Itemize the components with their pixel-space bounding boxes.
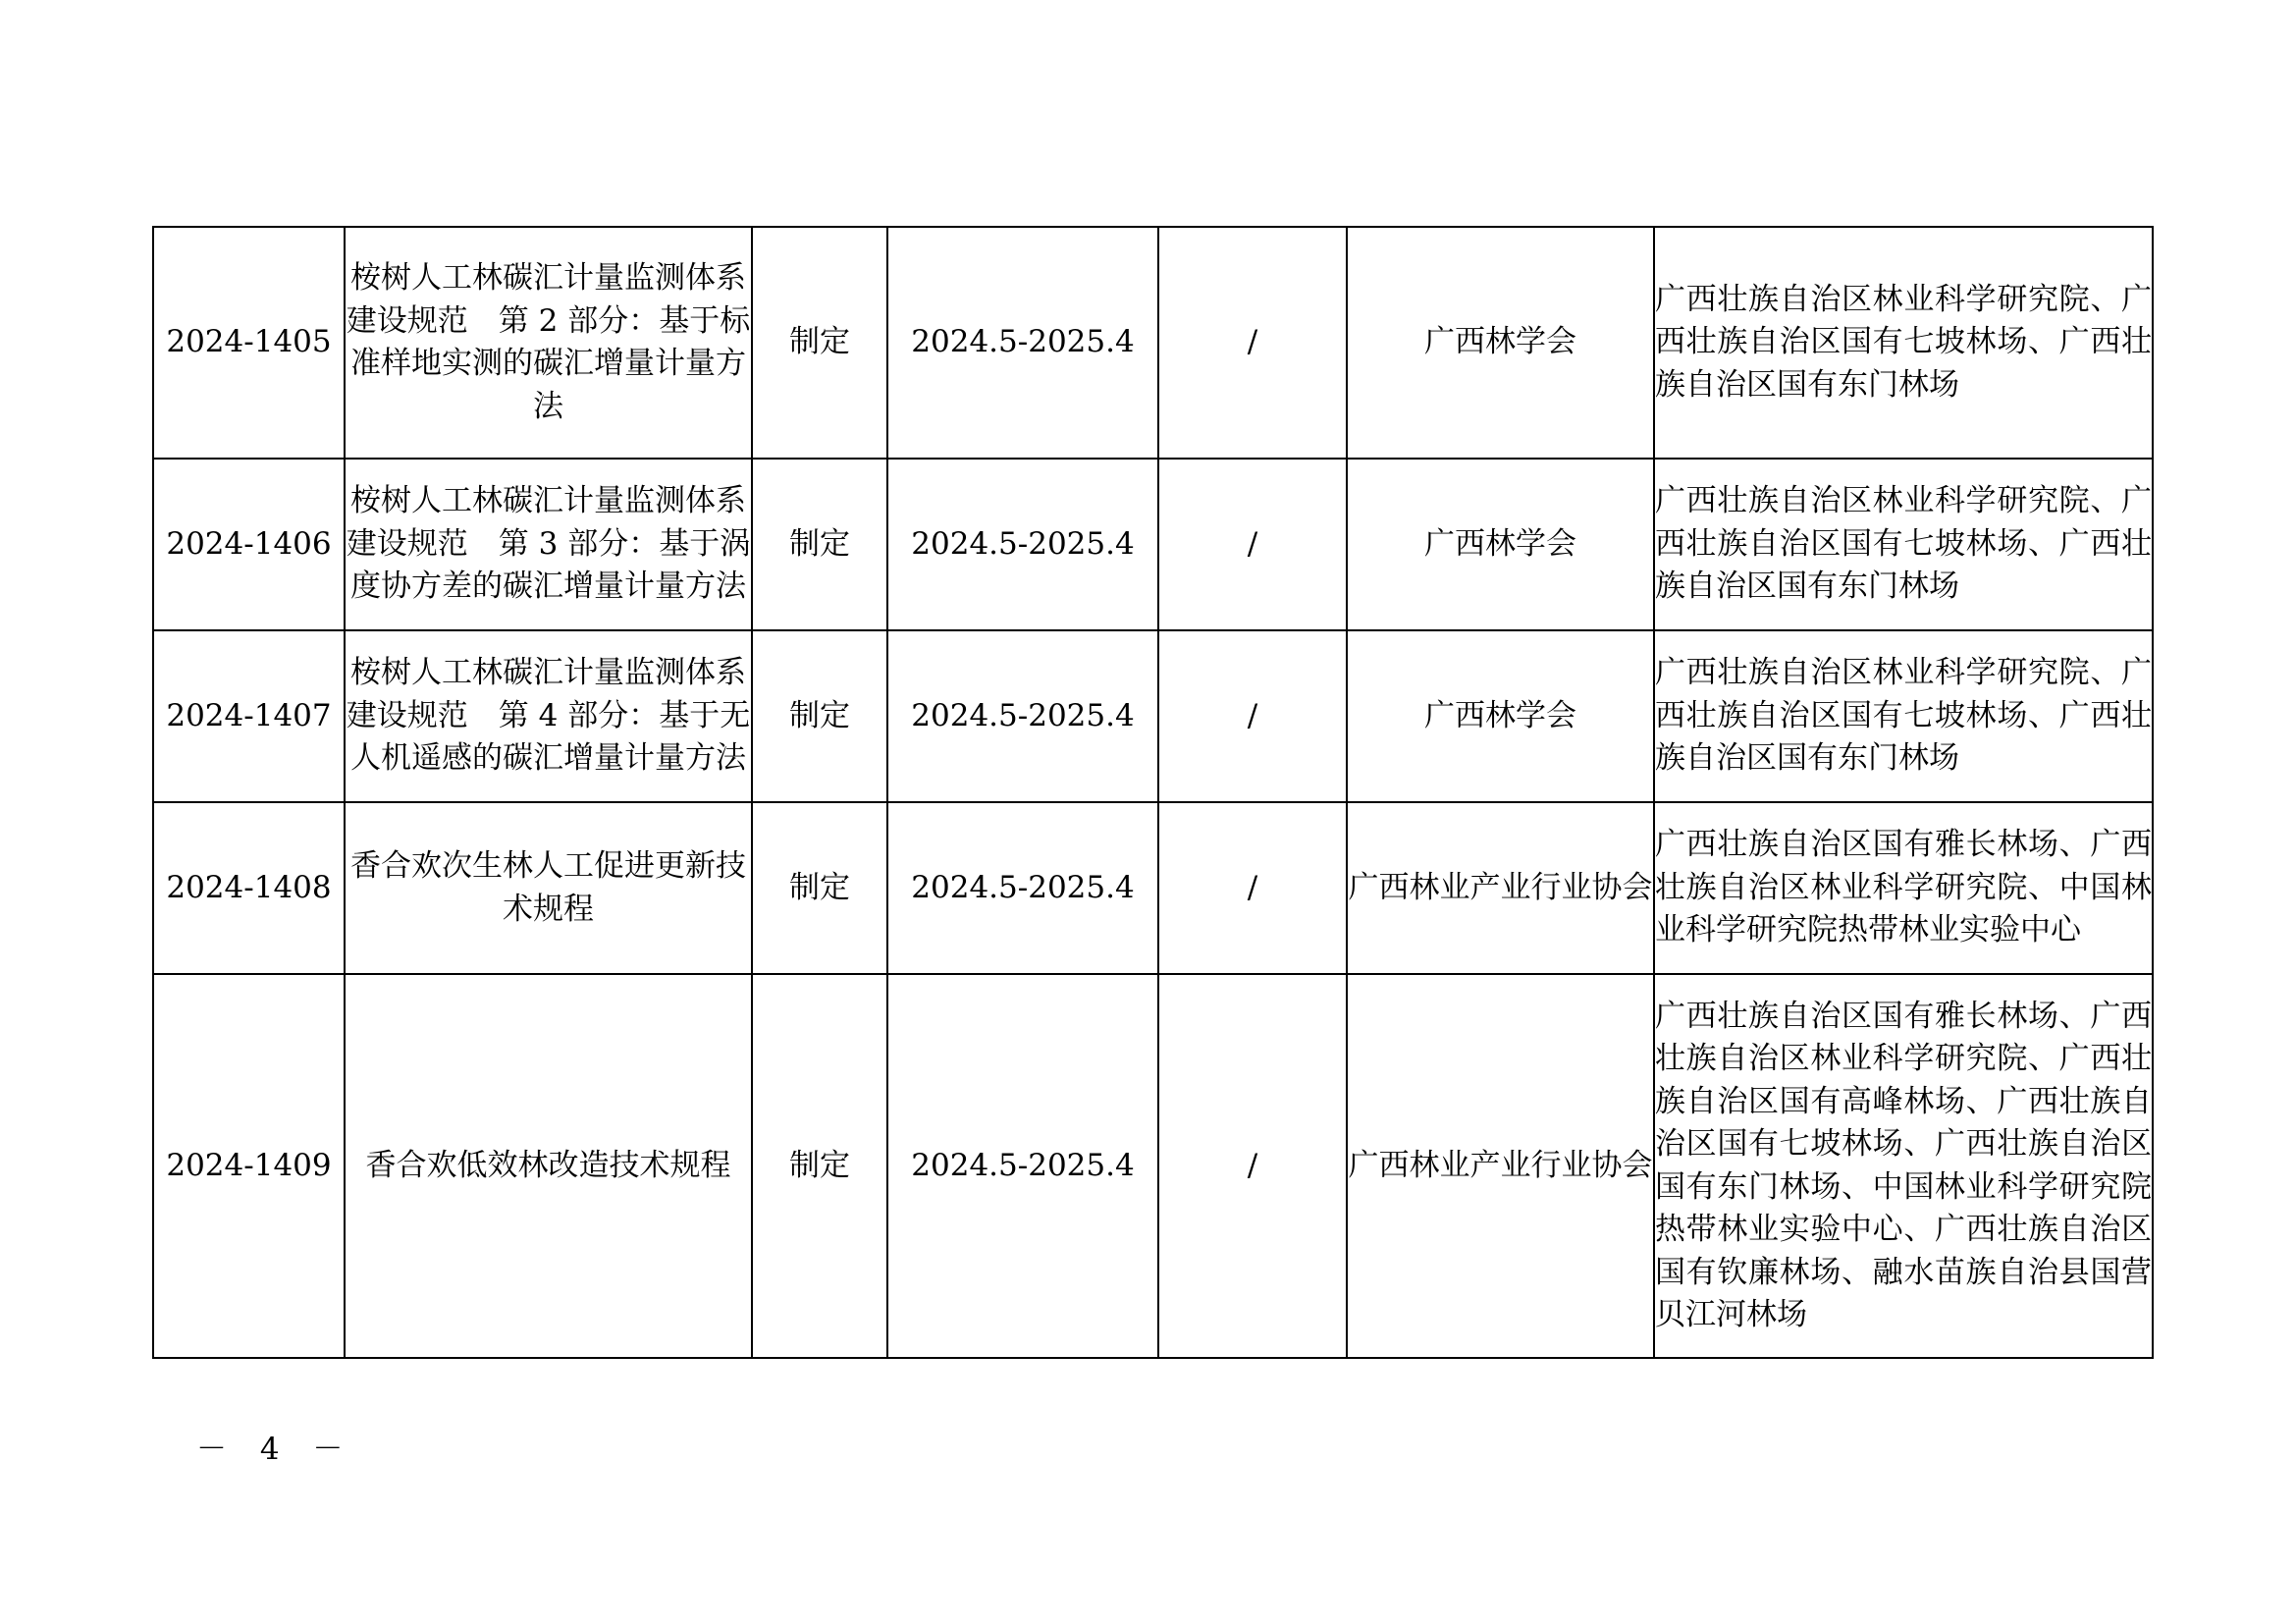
table-row bbox=[153, 630, 2153, 802]
standards-plan-table bbox=[152, 226, 2154, 1359]
page-number: － 4 － bbox=[196, 1432, 355, 1467]
standard-name: 桉树人工林碳汇计量监测体系建设规范 第 4 部分：基于无人机遥感的碳汇增量计量方法 bbox=[345, 630, 752, 802]
revision-type: 制定 bbox=[752, 974, 887, 1358]
plan-number: 2024-1409 bbox=[153, 974, 345, 1358]
completion-period: 2024.5-2025.4 bbox=[887, 459, 1158, 630]
standard-name: 桉树人工林碳汇计量监测体系建设规范 第 2 部分：基于标准样地实测的碳汇增量计量方法 bbox=[345, 227, 752, 459]
revision-type: 制定 bbox=[752, 459, 887, 630]
drafting-units: 广西壮族自治区林业科学研究院、广西壮族自治区国有七坡林场、广西壮族自治区国有东门林场 bbox=[1654, 227, 2153, 459]
table-row bbox=[153, 802, 2153, 974]
revision-type: 制定 bbox=[752, 227, 887, 459]
proposing-organization: 广西林学会 bbox=[1347, 459, 1654, 630]
drafting-units: 广西壮族自治区国有雅长林场、广西壮族自治区林业科学研究院、广西壮族自治区国有高峰林场、广西壮族自治区国有七坡林场、广西壮族自治区国有东门林场、中国林业科学研究院热带林业实验中心、广西壮族自治区国有钦廉林场、融水苗族自治县国营贝江河林场 bbox=[1654, 974, 2153, 1358]
plan-number: 2024-1406 bbox=[153, 459, 345, 630]
table-row bbox=[153, 459, 2153, 630]
table-row bbox=[153, 974, 2153, 1358]
completion-period: 2024.5-2025.4 bbox=[887, 974, 1158, 1358]
proposing-organization: 广西林业产业行业协会 bbox=[1347, 974, 1654, 1358]
revision-type: 制定 bbox=[752, 630, 887, 802]
plan-number: 2024-1407 bbox=[153, 630, 345, 802]
completion-period: 2024.5-2025.4 bbox=[887, 802, 1158, 974]
proposing-organization: 广西林学会 bbox=[1347, 630, 1654, 802]
proposing-organization: 广西林学会 bbox=[1347, 227, 1654, 459]
plan-number: 2024-1408 bbox=[153, 802, 345, 974]
replaced-standard: / bbox=[1158, 974, 1347, 1358]
drafting-units: 广西壮族自治区林业科学研究院、广西壮族自治区国有七坡林场、广西壮族自治区国有东门林场 bbox=[1654, 459, 2153, 630]
completion-period: 2024.5-2025.4 bbox=[887, 227, 1158, 459]
revision-type: 制定 bbox=[752, 802, 887, 974]
standard-name: 香合欢低效林改造技术规程 bbox=[345, 974, 752, 1358]
plan-number: 2024-1405 bbox=[153, 227, 345, 459]
replaced-standard: / bbox=[1158, 630, 1347, 802]
drafting-units: 广西壮族自治区国有雅长林场、广西壮族自治区林业科学研究院、中国林业科学研究院热带林业实验中心 bbox=[1654, 802, 2153, 974]
table-row bbox=[153, 227, 2153, 459]
replaced-standard: / bbox=[1158, 802, 1347, 974]
replaced-standard: / bbox=[1158, 227, 1347, 459]
completion-period: 2024.5-2025.4 bbox=[887, 630, 1158, 802]
standard-name: 香合欢次生林人工促进更新技术规程 bbox=[345, 802, 752, 974]
proposing-organization: 广西林业产业行业协会 bbox=[1347, 802, 1654, 974]
replaced-standard: / bbox=[1158, 459, 1347, 630]
drafting-units: 广西壮族自治区林业科学研究院、广西壮族自治区国有七坡林场、广西壮族自治区国有东门林场 bbox=[1654, 630, 2153, 802]
standard-name: 桉树人工林碳汇计量监测体系建设规范 第 3 部分：基于涡度协方差的碳汇增量计量方法 bbox=[345, 459, 752, 630]
